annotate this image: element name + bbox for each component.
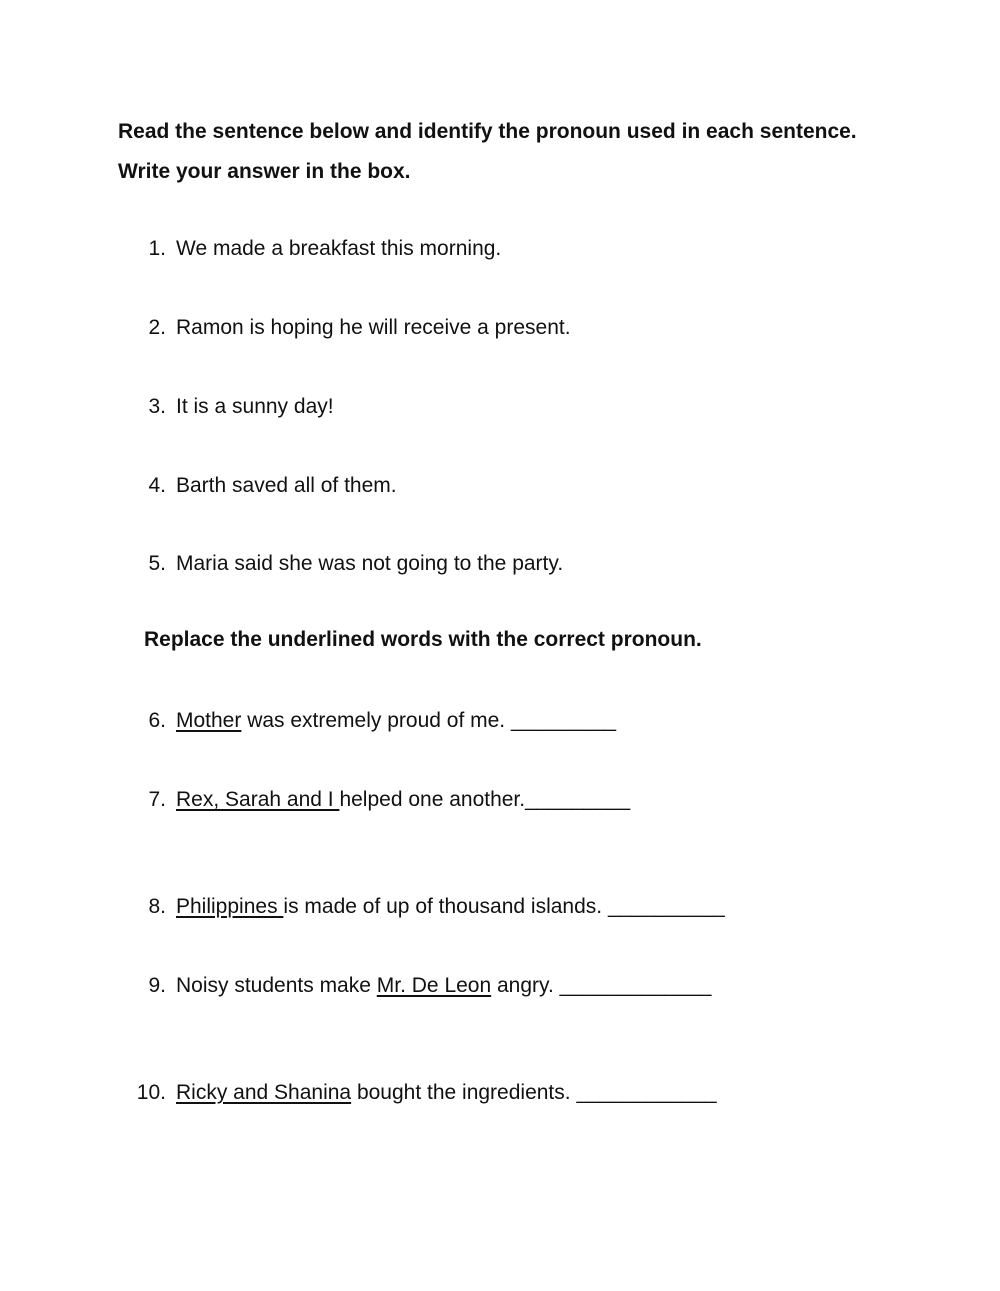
question-text: Barth saved all of them. — [176, 474, 397, 497]
question-pre-text: Noisy students make — [176, 974, 377, 997]
question-number: 6. — [148, 709, 166, 732]
question-text: It is a sunny day! — [176, 395, 334, 418]
question-text: Ramon is hoping he will receive a present. — [176, 316, 571, 339]
question-number: 1. — [148, 237, 166, 260]
question-text — [176, 894, 725, 920]
question-number: 10. — [136, 1081, 166, 1104]
underlined-words: Mother — [176, 709, 242, 732]
question-post-text: bought the ingredients. ____________ — [351, 1081, 717, 1104]
question-number: 5. — [148, 552, 166, 575]
section2-instruction: Replace the underlined words with the correct pronoun. — [144, 628, 702, 651]
question-post-text: angry. _____________ — [491, 974, 712, 997]
question-text: We made a breakfast this morning. — [176, 237, 502, 260]
question-text — [176, 708, 616, 734]
question-text — [176, 973, 711, 999]
question-number: 7. — [148, 788, 166, 811]
question-text — [176, 1080, 717, 1106]
question-number: 8. — [148, 895, 166, 918]
question-text — [176, 787, 630, 813]
underlined-words: Rex, Sarah and I — [176, 788, 340, 811]
question-number: 2. — [148, 316, 166, 339]
question-post-text: helped one another._________ — [339, 788, 631, 811]
question-text: Maria said she was not going to the party. — [176, 552, 564, 575]
question-post-text: is made of up of thousand islands. __________ — [283, 895, 725, 918]
underlined-words: Philippines — [176, 895, 284, 918]
section1-instruction: Read the sentence below and identify the pronoun used in each sentence. Write your answer in the box. — [118, 120, 857, 183]
question-number: 4. — [148, 474, 166, 497]
underlined-words: Mr. De Leon — [376, 974, 492, 997]
underlined-words: Ricky and Shanina — [176, 1081, 352, 1104]
question-post-text: was extremely proud of me. _________ — [241, 709, 617, 732]
question-number: 3. — [148, 395, 166, 418]
question-number: 9. — [148, 974, 166, 997]
